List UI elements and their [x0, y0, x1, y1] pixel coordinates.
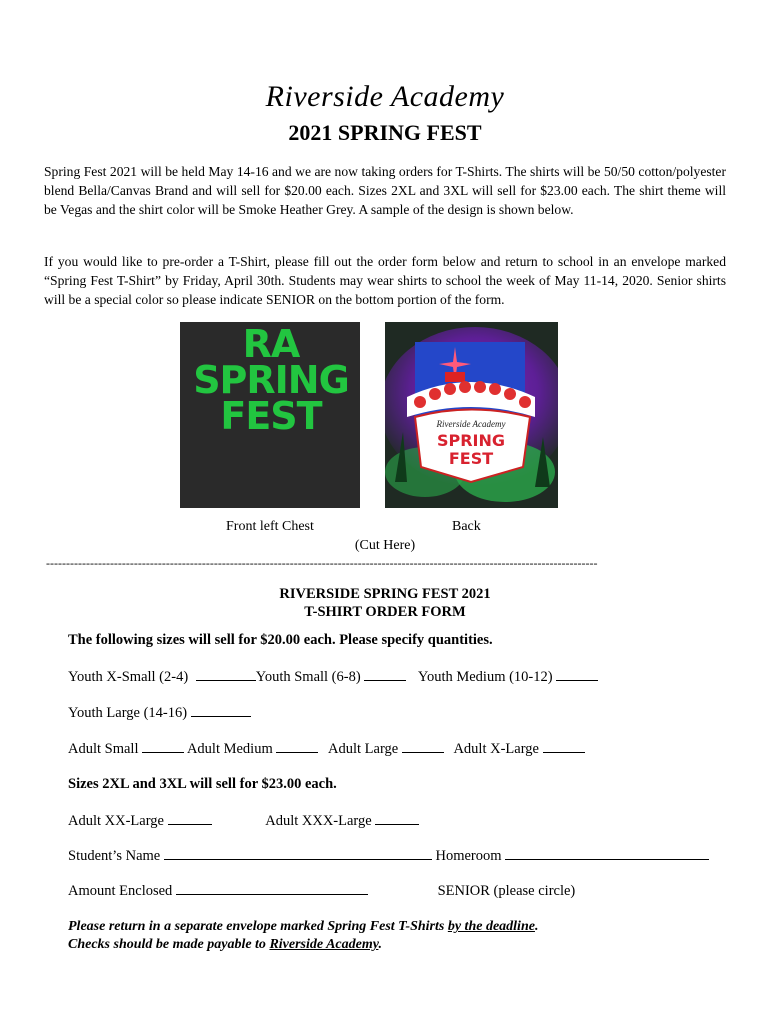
youth-medium-label: Youth Medium (10-12): [417, 669, 553, 685]
student-name-label: Student’s Name: [68, 848, 161, 864]
youth-large-qty-field[interactable]: [191, 704, 251, 717]
deadline-emphasis: by the deadline: [447, 919, 535, 934]
payment-row: [68, 882, 575, 900]
senior-label[interactable]: SENIOR (please circle): [437, 883, 576, 899]
youth-large-label: Youth Large (14-16): [68, 705, 188, 721]
back-sign-fest-text: FEST: [448, 449, 494, 468]
front-design-image: [180, 322, 360, 508]
event-title: 2021 SPRING FEST: [288, 120, 482, 145]
adult-large-label: Adult Large: [328, 741, 399, 757]
youth-sizes-row: [68, 668, 598, 686]
homeroom-label: Homeroom: [435, 848, 502, 864]
footer-line-1: [68, 918, 538, 936]
intro-paragraph-2: If you would like to pre-order a T-Shirt, please fill out the order form below and return to school in an envelope marked “Spring Fest T-Shirt” by Friday, April 30th. Students may wear shirts to school the week of May 11-14, 2020. Senior shirts will be a special color so please indicate SENIOR on the bottom portion of the form.: [44, 254, 726, 307]
adult-2xl-label: Adult XX-Large: [68, 813, 164, 829]
form-title-line-2: T-SHIRT ORDER FORM: [304, 604, 466, 620]
youth-small-label: Youth Small (6-8): [255, 669, 361, 685]
footer-line-2: [68, 936, 538, 954]
form-title: [0, 585, 770, 621]
school-name: Riverside Academy: [265, 80, 505, 113]
front-text-ra: RA: [242, 322, 300, 366]
plus-sizes-row: [68, 812, 419, 830]
intro-paragraph-1: Spring Fest 2021 will be held May 14-16 and we are now taking orders for T-Shirts. The shirts will be 50/50 cotton/polyester blend Bella/Canvas Brand and will sell for $20.00 each. Sizes 2XL and 3XL will sell for $23.00 each. The shirt theme will be Vegas and the shirt color will be Smoke Heather Grey. A sample of the design is shown below.: [44, 164, 726, 217]
student-info-row: [68, 847, 709, 865]
back-caption: Back: [452, 519, 481, 534]
front-text-fest: FEST: [220, 394, 322, 438]
adult-sizes-row: [68, 740, 585, 758]
footer-line-2-end: .: [378, 937, 382, 952]
adult-small-label: Adult Small: [68, 741, 139, 757]
payee-emphasis: Riverside Academy: [269, 937, 379, 952]
student-name-field[interactable]: [164, 847, 432, 860]
adult-xlarge-qty-field[interactable]: [543, 740, 585, 753]
amount-enclosed-label: Amount Enclosed: [68, 883, 173, 899]
youth-large-row: [68, 704, 251, 722]
adult-xlarge-label: Adult X-Large: [453, 741, 539, 757]
adult-small-qty-field[interactable]: [142, 740, 184, 753]
front-text-spring: SPRING: [193, 358, 349, 402]
back-sign-spring-text: SPRING: [436, 431, 506, 450]
adult-2xl-qty-field[interactable]: [168, 812, 212, 825]
homeroom-field[interactable]: [505, 847, 709, 860]
adult-large-qty-field[interactable]: [402, 740, 444, 753]
back-design-image: [385, 322, 558, 508]
footer-line-1-end: .: [534, 919, 539, 934]
front-caption: Front left Chest: [226, 519, 314, 534]
front-design-text: [184, 322, 358, 438]
footer-line-2-text: Checks should be made payable to: [68, 937, 270, 952]
youth-xsmall-qty-field[interactable]: [196, 668, 256, 681]
adult-medium-qty-field[interactable]: [276, 740, 318, 753]
form-title-line-1: RIVERSIDE SPRING FEST 2021: [279, 586, 491, 602]
adult-medium-label: Adult Medium: [186, 741, 273, 757]
youth-small-qty-field[interactable]: [364, 668, 406, 681]
regular-price-note: The following sizes will sell for $20.00 each. Please specify quantities.: [68, 632, 493, 648]
adult-3xl-qty-field[interactable]: [375, 812, 419, 825]
plus-price-note: Sizes 2XL and 3XL will sell for $23.00 each.: [68, 776, 337, 792]
youth-medium-qty-field[interactable]: [556, 668, 598, 681]
adult-3xl-label: Adult XXX-Large: [265, 813, 372, 829]
cut-line: ------------------------------------------------------------------------------------------------------------------------------------------: [46, 556, 598, 570]
amount-enclosed-field[interactable]: [176, 882, 368, 895]
back-sign-welcome-text: WELCOME: [448, 400, 494, 409]
cut-here-caption: (Cut Here): [354, 538, 416, 553]
footer-line-1-text: Please return in a separate envelope marked Spring Fest T-Shirts: [68, 919, 448, 934]
footer-instructions: [68, 918, 538, 954]
back-sign-school-text: Riverside Academy: [436, 419, 506, 429]
youth-xsmall-label: Youth X-Small (2-4): [68, 669, 189, 685]
vegas-sign-illustration: [385, 322, 558, 508]
